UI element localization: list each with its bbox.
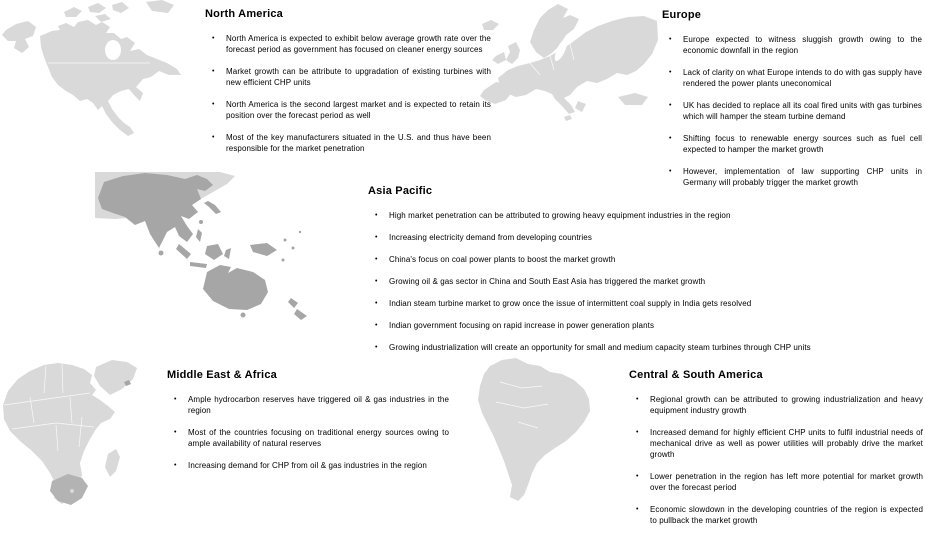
region-title-north-america: North America <box>205 8 283 20</box>
bullet-point: • However, implementation of law supporting CHP units in Germany will probably trigger the market growth <box>662 166 922 188</box>
region-bullets-north-america <box>205 33 491 154</box>
bullet-point: • Shifting focus to renewable energy sources such as fuel cell expected to hamper the market growth <box>662 133 922 155</box>
bullet-point: • North America is the second largest market and is expected to retain its position over the forecast period as well <box>205 99 491 121</box>
bullet-point: • Market growth can be attribute to upgradation of existing turbines with new efficient CHP units <box>205 66 491 88</box>
bullet-point: • Lack of clarity on what Europe intends to do with gas supply have rendered the power plants uneconomical <box>662 67 922 89</box>
asia-pacific-map-icon <box>95 172 323 322</box>
bullet-point: • Indian steam turbine market to grow once the issue of intermittent coal supply in India gets resolved <box>368 298 924 309</box>
bullet-point: • Growing oil & gas sector in China and South East Asia has triggered the market growth <box>368 276 924 287</box>
bullet-point: • North America is expected to exhibit below average growth rate over the forecast period as government has focused on cleaner energy sources <box>205 33 491 55</box>
north-america-map <box>0 0 190 140</box>
region-bullets-asia-pacific <box>368 210 924 353</box>
europe-map <box>478 0 660 128</box>
region-central-south-america <box>629 369 923 537</box>
bullet-point: • China's focus on coal power plants to boost the market growth <box>368 254 924 265</box>
bullet-point: • UK has decided to replace all its coal fired units with gas turbines which will hamper the steam turbine demand <box>662 100 922 122</box>
bullet-point: • High market penetration can be attributed to growing heavy equipment industries in the region <box>368 210 924 221</box>
region-bullets-central-south-america <box>629 394 923 526</box>
south-america-map-icon <box>438 356 618 502</box>
bullet-point: • Regional growth can be attributed to growing industrialization and heavy equipment industry growth <box>629 394 923 416</box>
region-europe <box>662 9 922 199</box>
region-title-central-south-america: Central & South America <box>629 369 763 381</box>
bullet-point: • Increasing demand for CHP from oil & gas industries in the region <box>167 460 449 471</box>
bullet-point: • Growing industrialization will create an opportunity for small and medium capacity steam turbines through CHP units <box>368 342 924 353</box>
region-asia-pacific <box>368 185 924 364</box>
bullet-point: • Lower penetration in the region has left more potential for market growth over the forecast period <box>629 471 923 493</box>
region-title-asia-pacific: Asia Pacific <box>368 185 433 197</box>
bullet-point: • Most of the key manufacturers situated in the U.S. and thus have been responsible for the market penetration <box>205 132 491 154</box>
bullet-point: • Economic slowdown in the developing countries of the region is expected to pullback the market growth <box>629 504 923 526</box>
asia-pacific-map <box>95 172 323 322</box>
region-middle-east-africa <box>167 369 449 482</box>
bullet-point: • Indian government focusing on rapid increase in power generation plants <box>368 320 924 331</box>
region-north-america <box>205 8 491 165</box>
bullet-point: • Most of the countries focusing on traditional energy sources owing to ample availability of natural reserves <box>167 427 449 449</box>
bullet-point: • Ample hydrocarbon reserves have triggered oil & gas industries in the region <box>167 394 449 416</box>
region-title-europe: Europe <box>662 9 702 21</box>
europe-map-icon <box>478 0 660 128</box>
region-bullets-middle-east-africa <box>167 394 449 471</box>
region-bullets-europe <box>662 34 922 188</box>
bullet-point: • Increasing electricity demand from developing countries <box>368 232 924 243</box>
bullet-point: • Europe expected to witness sluggish growth owing to the economic downfall in the region <box>662 34 922 56</box>
north-america-map-icon <box>0 0 190 140</box>
region-title-middle-east-africa: Middle East & Africa <box>167 369 277 381</box>
bullet-point: • Increased demand for highly efficient CHP units to fulfil industrial needs of mechanical drive as well as power utilities will probably drive the market growth <box>629 427 923 460</box>
south-america-map <box>438 356 618 502</box>
middle-east-africa-map-icon <box>0 355 166 517</box>
middle-east-africa-map <box>0 355 166 517</box>
